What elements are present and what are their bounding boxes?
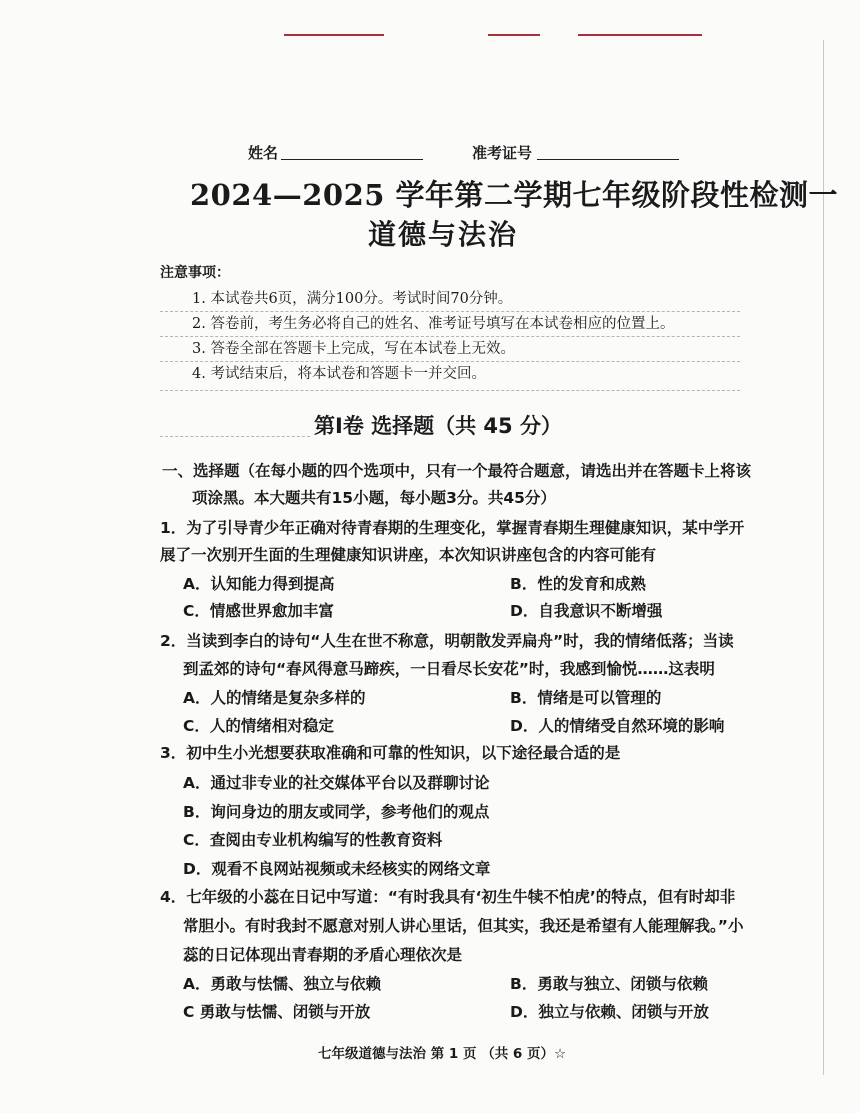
name-label: 姓名 xyxy=(248,144,279,162)
option-d: D．观看不良网站视频或未经核实的网络文章 xyxy=(183,860,491,878)
question-stem: 4．七年级的小蕊在日记中写道：“有时我具有‘初生牛犊不怕虎’的特点，但有时却非 xyxy=(160,888,736,906)
option-d: D．自我意识不断增强 xyxy=(510,602,663,620)
red-scan-mark xyxy=(488,34,540,36)
note-item: 4. 考试结束后，将本试卷和答题卡一并交回。 xyxy=(192,366,486,382)
option-c: C．人的情绪相对稳定 xyxy=(183,717,334,735)
option-c: C．情感世界愈加丰富 xyxy=(183,602,334,620)
option-d: D．人的情绪受自然环境的影响 xyxy=(510,717,725,735)
exam-title: 2024—2025 学年第二学期七年级阶段性检测一 xyxy=(190,178,839,212)
question-stem: 2．当读到李白的诗句“人生在世不称意，明朝散发弄扁舟”时，我的情绪低落；当读 xyxy=(160,632,734,650)
section-instructions: 项涂黑。本大题共有15小题，每小题3分。共45分） xyxy=(192,489,556,507)
notes-heading: 注意事项： xyxy=(160,265,230,281)
option-c: C 勇敢与怯懦、闭锁与开放 xyxy=(183,1003,371,1021)
note-item: 3. 答卷全部在答题卡上完成，写在本试卷上无效。 xyxy=(192,341,515,357)
page-footer: 七年级道德与法治 第 1 页 （共 6 页）☆ xyxy=(318,1046,567,1062)
section-rule xyxy=(160,436,310,437)
question-stem: 展了一次别开生面的生理健康知识讲座，本次知识讲座包含的内容可能有 xyxy=(160,546,657,564)
exam-id-blank xyxy=(537,159,679,160)
option-b: B．询问身边的朋友或同学，参考他们的观点 xyxy=(183,803,490,821)
question-stem: 1．为了引导青少年正确对待青春期的生理变化，掌握青春期生理健康知识，某中学开 xyxy=(160,519,745,537)
section-instructions: 一、选择题（在每小题的四个选项中，只有一个最符合题意，请选出并在答题卡上将该 xyxy=(162,462,752,480)
exam-id-label: 准考证号 xyxy=(472,144,533,162)
subject-title: 道德与法治 xyxy=(368,218,519,251)
red-scan-mark xyxy=(284,34,384,36)
question-stem: 到孟郊的诗句“春风得意马蹄疾，一日看尽长安花”时，我感到愉悦……这表明 xyxy=(183,660,715,678)
note-item: 1. 本试卷共6页，满分100分。考试时间70分钟。 xyxy=(192,291,513,307)
section-title: 第Ⅰ卷 选择题（共 45 分） xyxy=(314,414,562,438)
note-divider xyxy=(160,390,740,391)
option-a: A．勇敢与怯懦、独立与依赖 xyxy=(183,975,381,993)
option-a: A．认知能力得到提高 xyxy=(183,575,335,593)
question-stem: 蕊的日记体现出青春期的矛盾心理依次是 xyxy=(183,946,463,964)
option-b: B．性的发育和成熟 xyxy=(510,575,646,593)
question-stem: 常胆小。有时我封不愿意对别人讲心里话，但其实，我还是希望有人能理解我。”小 xyxy=(183,917,744,935)
note-item: 2. 答卷前，考生务必将自己的姓名、准考证号填写在本试卷相应的位置上。 xyxy=(192,316,675,332)
option-a: A．人的情绪是复杂多样的 xyxy=(183,689,366,707)
question-stem: 3．初中生小光想要获取准确和可靠的性知识，以下途径最合适的是 xyxy=(160,744,621,762)
red-scan-mark xyxy=(578,34,702,36)
name-blank xyxy=(281,159,423,160)
option-d: D．独立与依赖、闭锁与开放 xyxy=(510,1003,709,1021)
option-c: C．查阅由专业机构编写的性教育资料 xyxy=(183,831,443,849)
option-b: B．情绪是可以管理的 xyxy=(510,689,662,707)
option-b: B．勇敢与独立、闭锁与依赖 xyxy=(510,975,708,993)
option-a: A．通过非专业的社交媒体平台以及群聊讨论 xyxy=(183,774,490,792)
